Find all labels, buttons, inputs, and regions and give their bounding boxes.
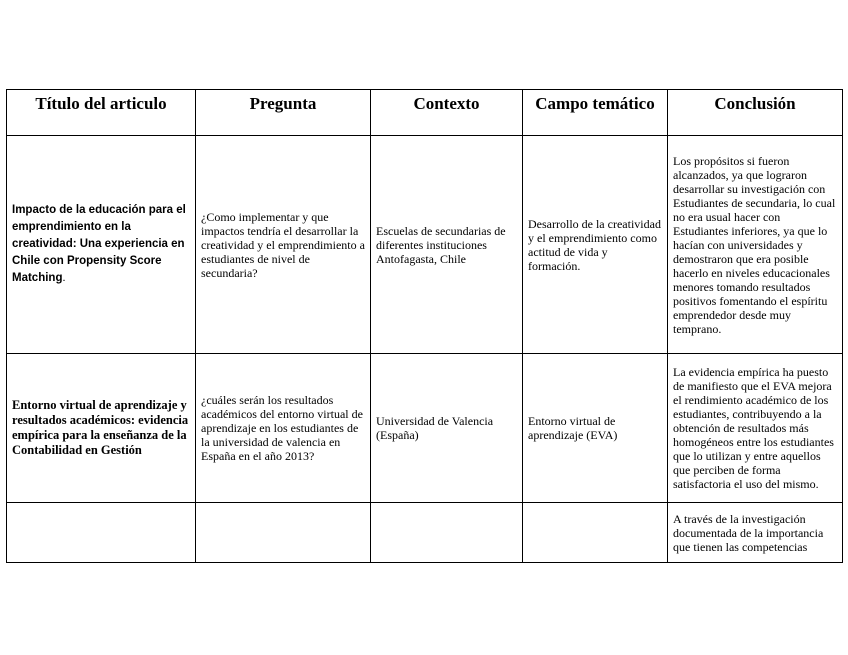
row3-pregunta [196, 503, 371, 563]
row2-conclusion: La evidencia empírica ha puesto de manifiesto que el EVA mejora el rendimiento académico de los estudiantes, contribuyendo a la obtención de resultados más homogéneos entre los estudiantes que lo utilizan y entre aquellos que perciben de forma satisfactoria el uso del mismo. [668, 354, 843, 503]
header-campo-tematico: Campo temático [523, 90, 668, 136]
row1-pregunta: ¿Como implementar y que impactos tendría el desarrollar la creatividad y el emprendimiento a estudiantes de nivel de secundaria? [196, 136, 371, 354]
row1-contexto: Escuelas de secundarias de diferentes instituciones Antofagasta, Chile [371, 136, 523, 354]
row3-titulo [7, 503, 196, 563]
row1-titulo: Impacto de la educación para el emprendimiento en la creatividad: Una experiencia en Chile con Propensity Score Matching [12, 204, 186, 284]
row1-titulo-cell [7, 136, 196, 354]
table-row [7, 354, 843, 503]
row3-conclusion: A través de la investigación documentada de la importancia que tienen las competencias [668, 503, 843, 563]
header-conclusion: Conclusión [668, 90, 843, 136]
row2-pregunta: ¿cuáles serán los resultados académicos del entorno virtual de aprendizaje en los estudiantes de la universidad de valencia en España en el año 2013? [196, 354, 371, 503]
table-row [7, 503, 843, 563]
table-row [7, 136, 843, 354]
articles-table [6, 89, 843, 563]
row2-contexto: Universidad de Valencia (España) [371, 354, 523, 503]
row2-titulo: Entorno virtual de aprendizaje y resultados académicos: evidencia empírica para la enseñanza de la Contabilidad en Gestión [12, 398, 189, 457]
row2-titulo-cell [7, 354, 196, 503]
header-contexto: Contexto [371, 90, 523, 136]
header-titulo: Título del articulo [7, 90, 196, 136]
row1-conclusion: Los propósitos si fueron alcanzados, ya que lograron desarrollar su investigación con Estudiantes de secundaria, lo cual no era usual hacer con Estudiantes inferiores, ya que lo hacían con universidades y demostraron que era posible hacerlo en niveles educacionales menores tomando resultados positivos fomentando el espíritu emprendedor desde muy temprano. [668, 136, 843, 354]
row1-campo: Desarrollo de la creatividad y el emprendimiento como actitud de vida y formación. [523, 136, 668, 354]
header-pregunta: Pregunta [196, 90, 371, 136]
row3-campo [523, 503, 668, 563]
header-row [7, 90, 843, 136]
row2-campo: Entorno virtual de aprendizaje (EVA) [523, 354, 668, 503]
row3-contexto [371, 503, 523, 563]
row1-titulo-suffix: . [62, 270, 66, 284]
